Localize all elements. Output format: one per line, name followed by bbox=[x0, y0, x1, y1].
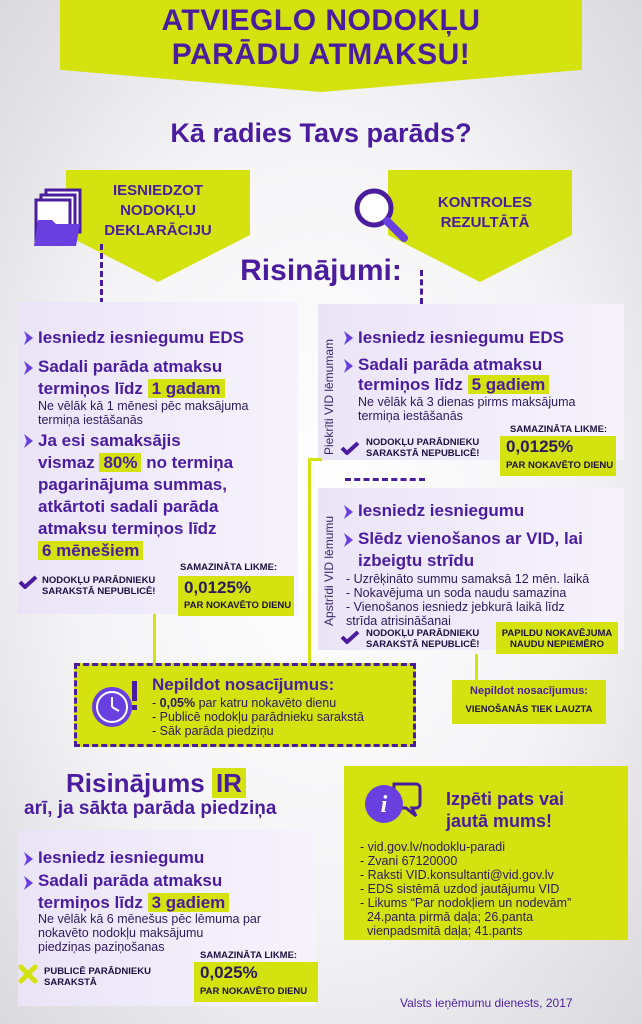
right-item-submit: Iesniedz iesniegumu EDS bbox=[358, 328, 564, 347]
right-top-rate-label: SAMAZINĀTA LIKME: bbox=[510, 424, 608, 435]
contact-website[interactable]: - vid.gov.lv/nodoklu-paradi bbox=[360, 840, 505, 854]
left-rate-sub: PAR NOKAVĒTO DIENU bbox=[184, 600, 292, 611]
contact-law-3: vienpadsmitā daļa; 41.pants bbox=[360, 924, 523, 938]
connector-yellow bbox=[475, 654, 478, 680]
magnifier-icon bbox=[352, 186, 410, 244]
recovery-subheading: arī, ja sākta parāda piedziņa bbox=[24, 798, 277, 819]
check-icon bbox=[18, 575, 38, 589]
connector-yellow bbox=[153, 614, 156, 666]
source-control-label: KONTROLES REZULTĀTĀ bbox=[437, 194, 533, 231]
left-rate-label: SAMAZINĀTA LIKME: bbox=[180, 562, 278, 573]
recovery-split: Sadali parāda atmaksu termiņos līdz 3 gadiem bbox=[38, 870, 229, 914]
failure-title: Nepildot nosacījumus: bbox=[152, 675, 335, 694]
clock-alert-icon bbox=[88, 677, 148, 733]
recovery-published: PUBLICĒ PARĀDNIEKU SARAKSTĀ bbox=[44, 966, 151, 988]
contact-eds: - EDS sistēmā uzdod jautājumu VID bbox=[360, 882, 560, 896]
svg-text:i: i bbox=[380, 792, 388, 818]
contact-email[interactable]: - Raksti VID.konsultanti@vid.gov.lv bbox=[360, 868, 554, 882]
left-item-80: Ja esi samaksājis vismaz 80% no termiņa pagarinājuma summas, atkārtoti sadali parāda atmaksu termiņos līdz 6 mēnešiem bbox=[38, 431, 234, 560]
right-item-split-line1: Sadali parāda atmaksu bbox=[358, 355, 543, 374]
recovery-rate-label: SAMAZINĀTA LIKME: bbox=[200, 950, 298, 961]
cross-icon bbox=[18, 964, 38, 984]
contact-phone[interactable]: - Zvani 67120000 bbox=[360, 854, 458, 868]
right-mid-list-2: - Nokavējuma un soda naudu samazina bbox=[346, 586, 567, 600]
agreement-failure-text: VIENOŠANĀS TIEK LAUZTA bbox=[465, 704, 593, 715]
connector-yellow bbox=[308, 458, 322, 461]
left-item-submit: Iesniedz iesniegumu EDS bbox=[38, 328, 244, 347]
recovery-rate-value: 0,025% bbox=[200, 963, 258, 982]
right-mid-extra-text: PAPILDU NOKAVĒJUMA NAUDU NEPIEMĒRO bbox=[501, 628, 613, 650]
right-item-split-line2: termiņos līdz 5 gadiem bbox=[358, 374, 549, 396]
connector-left bbox=[100, 244, 103, 304]
connector-right-mid bbox=[345, 478, 425, 481]
info-chat-icon bbox=[362, 778, 422, 830]
agreement-failure-title: Nepildot nosacījumus: bbox=[470, 685, 588, 697]
left-not-published: NODOKĻU PARĀDNIEKU SARAKSTĀ NEPUBLICĒ! bbox=[42, 575, 156, 597]
page-title: ATVIEGLO NODOKĻU PARĀDU ATMAKSU! bbox=[161, 4, 481, 71]
left-item-split-line1: Sadali parāda atmaksu bbox=[38, 357, 223, 376]
source-declaration-label: IESNIEDZOT NODOKĻU DEKLARĀCIJU bbox=[104, 182, 212, 239]
contact-title: Izpēti pats vai jautā mums! bbox=[446, 789, 565, 831]
check-icon bbox=[340, 441, 360, 455]
contact-law-1: - Likums “Par nodokļiem un nodevām” bbox=[360, 896, 572, 910]
right-mid-side-label: Apstrīdi VID lēmumu bbox=[322, 515, 336, 626]
failure-line1: - 0,05% par katru nokavēto dienu bbox=[152, 696, 337, 710]
right-top-rate-value: 0,0125% bbox=[506, 437, 574, 456]
right-top-rate-sub: PAR NOKAVĒTO DIENU bbox=[506, 460, 614, 471]
right-item-split-note: Ne vēlāk kā 3 dienas pirms maksājuma termiņa iestāšanās bbox=[358, 395, 576, 423]
failure-line3: - Sāk parāda piedziņu bbox=[152, 724, 274, 738]
left-rate-value: 0,0125% bbox=[184, 578, 252, 597]
left-item-split-note: Ne vēlāk kā 1 mēnesi pēc maksājuma termiņa iestāšanās bbox=[38, 399, 249, 427]
document-folder-icon bbox=[32, 188, 90, 250]
recovery-note: Ne vēlāk kā 6 mēnešus pēc lēmuma par nokavēto nodokļu maksājumu piedziņas paziņošanas bbox=[38, 912, 262, 954]
recovery-submit: Iesniedz iesniegumu bbox=[38, 848, 205, 867]
right-mid-list-3: - Vienošanos iesniedz jebkurā laikā līdz bbox=[346, 600, 565, 614]
footer-credit: Valsts ieņēmumu dienests, 2017 bbox=[400, 996, 573, 1010]
right-mid-list-4: strīda atrisināšanai bbox=[346, 614, 451, 628]
right-mid-submit: Iesniedz iesniegumu bbox=[358, 501, 525, 520]
solutions-heading: Risinājumi: bbox=[240, 254, 402, 287]
recovery-heading: Risinājums IR bbox=[66, 768, 246, 799]
connector-right bbox=[420, 270, 423, 304]
right-mid-list-1: - Uzrēķināto summu samaksā 12 mēn. laikā bbox=[346, 572, 590, 586]
check-icon bbox=[340, 630, 360, 644]
contact-law-2: 24.panta pirmā daļa; 26.panta bbox=[360, 910, 534, 924]
right-top-not-published: NODOKĻU PARĀDNIEKU SARAKSTĀ NEPUBLICĒ! bbox=[366, 437, 480, 459]
left-item-split-line2: termiņos līdz 1 gadam bbox=[38, 378, 225, 400]
failure-line2: - Publicē nodokļu parādnieku sarakstā bbox=[152, 710, 364, 724]
question-heading: Kā radies Tavs parāds? bbox=[170, 118, 472, 148]
right-mid-not-published: NODOKĻU PARĀDNIEKU SARAKSTĀ NEPUBLICĒ! bbox=[366, 628, 480, 650]
recovery-rate-sub: PAR NOKAVĒTO DIENU bbox=[200, 986, 308, 997]
right-mid-agreement: Slēdz vienošanos ar VID, lai izbeigtu strīdu bbox=[358, 529, 583, 570]
right-top-side-label: Piekrīti VID lēmumam bbox=[322, 338, 336, 455]
connector-yellow bbox=[308, 458, 311, 663]
